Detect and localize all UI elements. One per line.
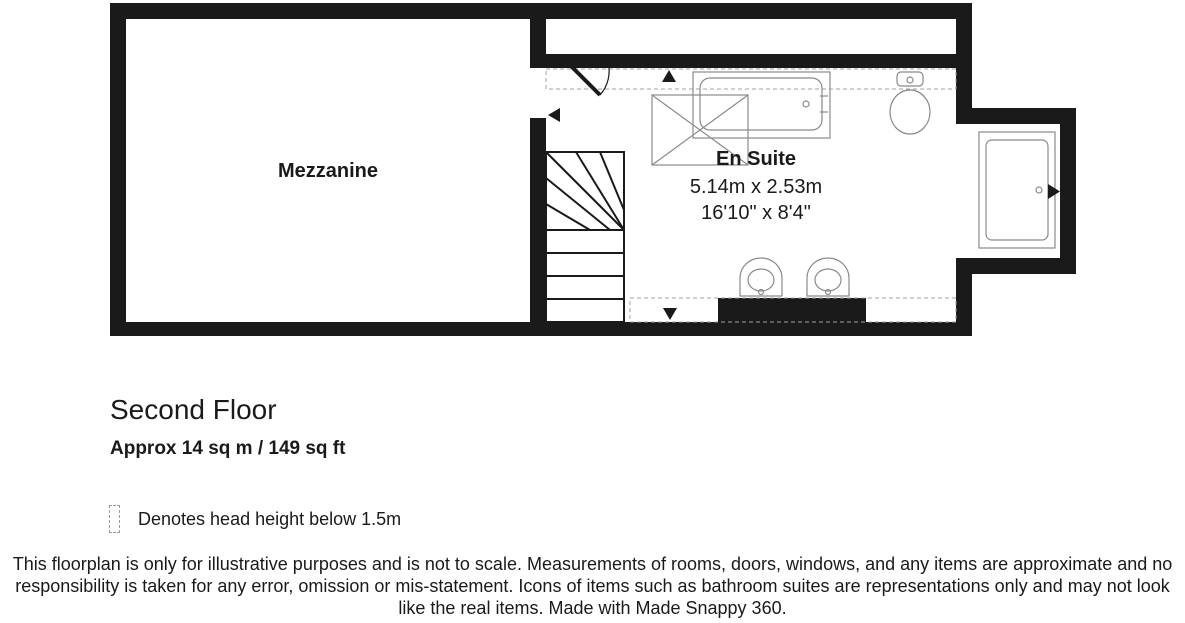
en-suite-dimensions-metric: 5.14m x 2.53m xyxy=(689,176,823,198)
disclaimer: This floorplan is only for illustrative purposes and is not to scale. Measurements of rooms, doors, windows, and any items are approximate and no responsibility is taken for any error, omission or mis-statement. Icons of items such as bathroom suites are representations only and may not look like the real items. Made with Made Snappy 360. xyxy=(12,554,1173,618)
toilet xyxy=(890,72,930,134)
staircase xyxy=(546,152,624,322)
legend-text: Denotes head height below 1.5m xyxy=(138,508,402,529)
floor-title: Second Floor xyxy=(110,394,277,425)
walls xyxy=(110,3,1076,336)
bay-bath xyxy=(979,132,1055,248)
legend xyxy=(109,505,401,533)
bath xyxy=(693,72,830,138)
head-height-swatch xyxy=(109,505,120,533)
mezzanine-label: Mezzanine xyxy=(277,160,379,182)
en-suite-dimensions-imperial: 16'10" x 8'4" xyxy=(701,202,811,224)
basin-right xyxy=(807,258,849,296)
en-suite-label: En Suite xyxy=(715,148,797,170)
floor-area: Approx 14 sq m / 149 sq ft xyxy=(110,438,346,459)
basin-left xyxy=(740,258,782,296)
